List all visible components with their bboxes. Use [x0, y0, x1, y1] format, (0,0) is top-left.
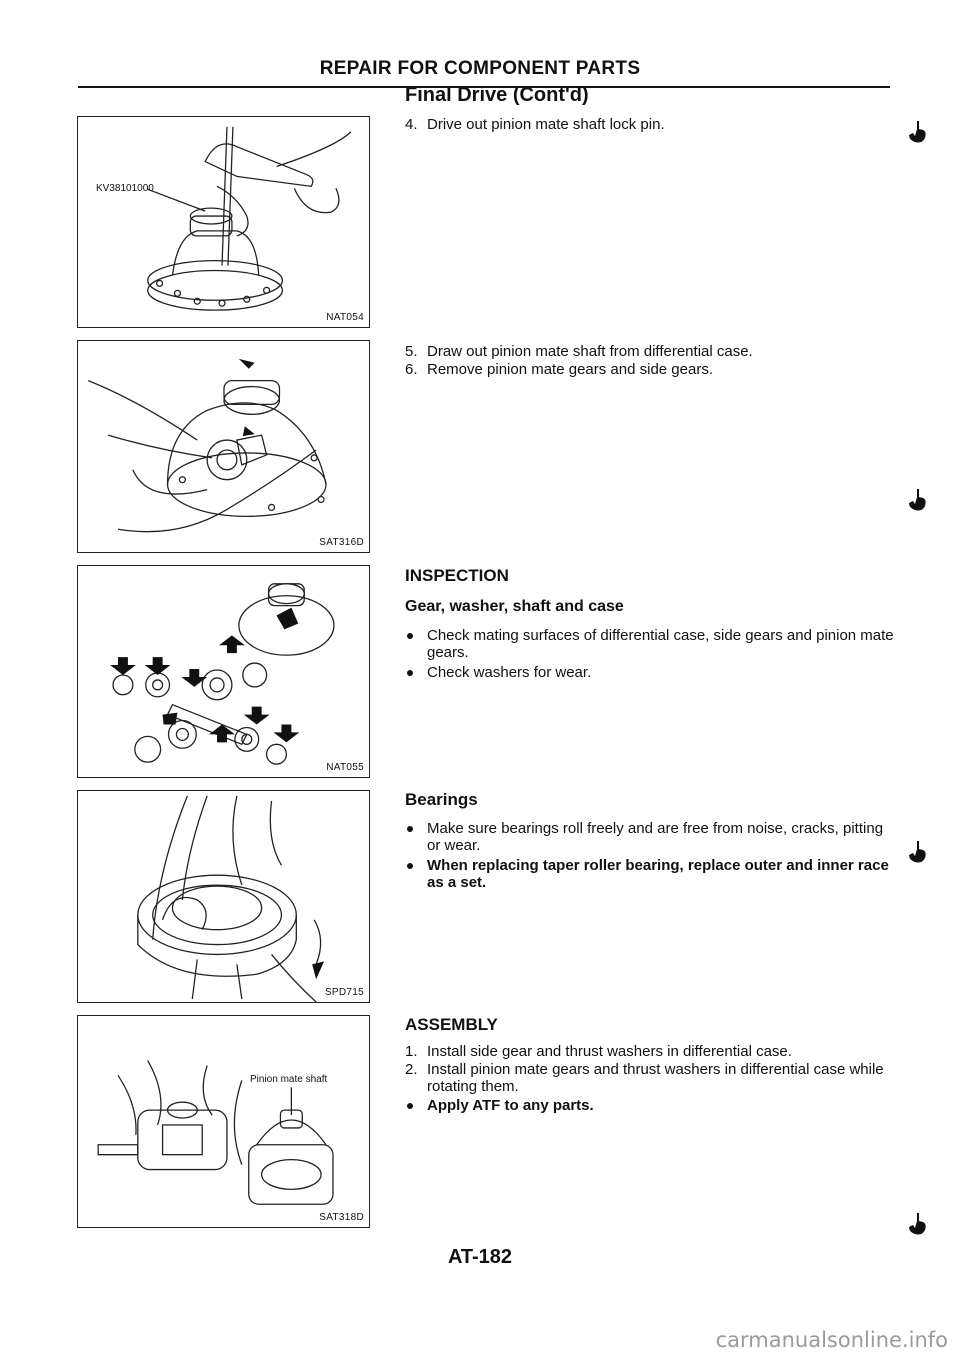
callout-label: Pinion mate shaft — [250, 1074, 328, 1085]
bullet-text: When replacing taper roller bearing, replace outer and inner race as a set. — [427, 857, 889, 891]
step-number: 1. — [405, 1043, 418, 1060]
bullet-dot — [407, 826, 413, 832]
illustration-assembly — [78, 1016, 369, 1227]
bullet-dot — [407, 1103, 413, 1109]
bullet-dot — [407, 670, 413, 676]
figure-sat316d — [77, 340, 370, 553]
figure-code: NAT054 — [326, 312, 364, 323]
hand-pointer-icon — [903, 838, 931, 866]
inspection-heading: INSPECTION — [405, 566, 509, 585]
inspection-subheading: Gear, washer, shaft and case — [405, 598, 624, 615]
figure-code: NAT055 — [326, 762, 364, 773]
section-title: Final Drive (Cont'd) — [405, 84, 589, 106]
hand-pointer-icon — [903, 1210, 931, 1238]
watermark: carmanualsonline.info — [715, 1328, 948, 1352]
figure-sat318d — [77, 1015, 370, 1228]
bullet-text: Make sure bearings roll freely and are free from noise, cracks, pitting or wear. — [427, 820, 884, 854]
bullet-dot — [407, 633, 413, 639]
page-number: AT-182 — [447, 1246, 513, 1268]
figure-code: SAT316D — [319, 537, 364, 548]
figure-spd715 — [77, 790, 370, 1003]
tool-number-label: KV38101000 — [96, 183, 154, 194]
figure-nat055 — [77, 565, 370, 778]
step-text: Draw out pinion mate shaft from differential case. — [427, 343, 753, 360]
bullet-dot — [407, 863, 413, 869]
figure-code: SAT318D — [319, 1212, 364, 1223]
illustration-pinion-gears — [78, 341, 369, 552]
step-number: 4. — [405, 116, 418, 133]
assembly-heading: ASSEMBLY — [405, 1015, 498, 1034]
step-text: Remove pinion mate gears and side gears. — [427, 361, 713, 378]
figure-nat054 — [77, 116, 370, 328]
step-number: 2. — [405, 1061, 418, 1078]
step-number: 5. — [405, 343, 418, 360]
step-number: 6. — [405, 361, 418, 378]
hand-pointer-icon — [903, 486, 931, 514]
illustration-exploded-gears — [78, 566, 369, 777]
illustration-drive-out-pin — [78, 117, 369, 327]
bullet-text: Apply ATF to any parts. — [427, 1097, 594, 1114]
bearings-heading: Bearings — [405, 790, 478, 809]
illustration-bearing-check — [78, 791, 369, 1002]
bullet-text: Check mating surfaces of differential case, side gears and pinion mate gears. — [427, 627, 894, 661]
step-text: Install side gear and thrust washers in differential case. — [427, 1043, 792, 1060]
step-text: Drive out pinion mate shaft lock pin. — [427, 116, 665, 133]
bullet-text: Check washers for wear. — [427, 664, 592, 681]
hand-pointer-icon — [903, 118, 931, 146]
step-text: Install pinion mate gears and thrust washers in differential case while rotating them. — [427, 1061, 884, 1095]
page-header-title: REPAIR FOR COMPONENT PARTS — [319, 58, 641, 79]
figure-code: SPD715 — [324, 987, 364, 998]
